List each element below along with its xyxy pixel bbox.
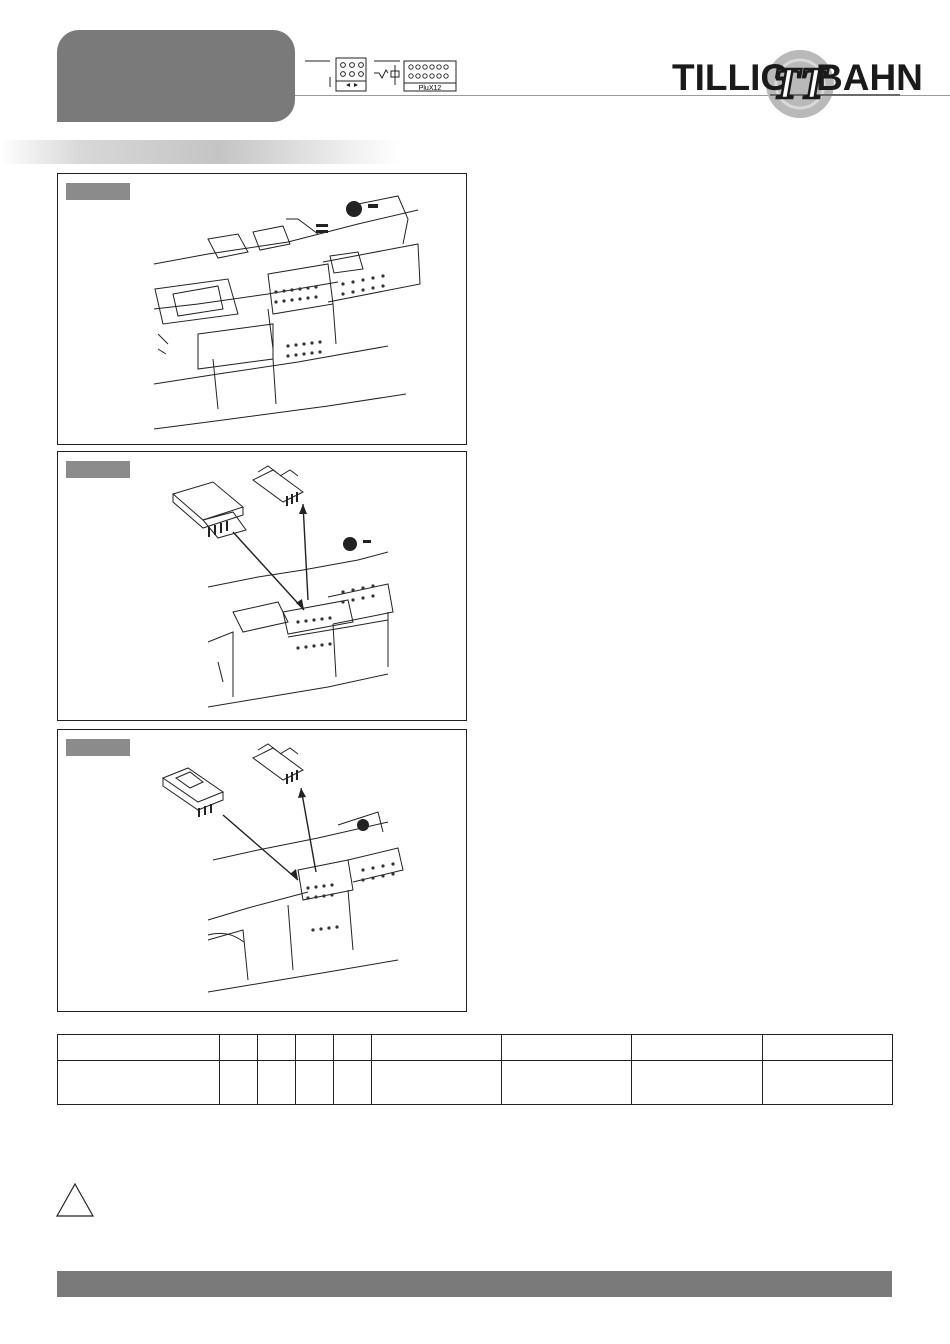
header-gradient-strip	[0, 140, 400, 164]
figure-2-panel	[57, 451, 467, 721]
spec-cell	[296, 1035, 334, 1061]
spec-cell	[763, 1061, 893, 1105]
spec-cell	[220, 1035, 258, 1061]
spec-cell	[632, 1061, 763, 1105]
footer-bar	[57, 1271, 892, 1297]
spec-cell	[258, 1035, 296, 1061]
logo-tt-monogram: TT	[773, 59, 827, 108]
spec-cell	[502, 1061, 632, 1105]
spec-cell	[372, 1061, 502, 1105]
spec-cell	[58, 1061, 220, 1105]
spec-cell	[372, 1035, 502, 1061]
spec-cell	[502, 1035, 632, 1061]
logo-tillig-text: TILLIG	[672, 57, 790, 98]
spec-cell	[763, 1035, 893, 1061]
spec-cell	[220, 1061, 258, 1105]
spec-cell	[334, 1035, 372, 1061]
tillig-bahn-logo	[670, 40, 923, 122]
figure-3-module-insertion-illustration	[58, 730, 466, 1011]
figure-1-decoder-board-illustration	[58, 174, 466, 444]
figure-2-module-insertion-illustration	[58, 452, 466, 720]
spec-cell	[296, 1061, 334, 1105]
figure-3-panel	[57, 729, 467, 1012]
figure-1-panel	[57, 173, 467, 445]
spec-cell	[58, 1035, 220, 1061]
logo-bahn-text: BAHN	[816, 57, 923, 98]
spec-table-header-row	[58, 1035, 893, 1061]
plux12-label: PluX12	[418, 85, 442, 92]
header-tab-block	[57, 30, 295, 122]
plux-connector-diagram	[300, 55, 465, 95]
spec-table-row	[58, 1061, 893, 1105]
spec-table	[57, 1034, 893, 1105]
warning-triangle-icon	[55, 1182, 95, 1218]
spec-cell	[632, 1035, 763, 1061]
spec-cell	[334, 1061, 372, 1105]
spec-cell	[258, 1061, 296, 1105]
